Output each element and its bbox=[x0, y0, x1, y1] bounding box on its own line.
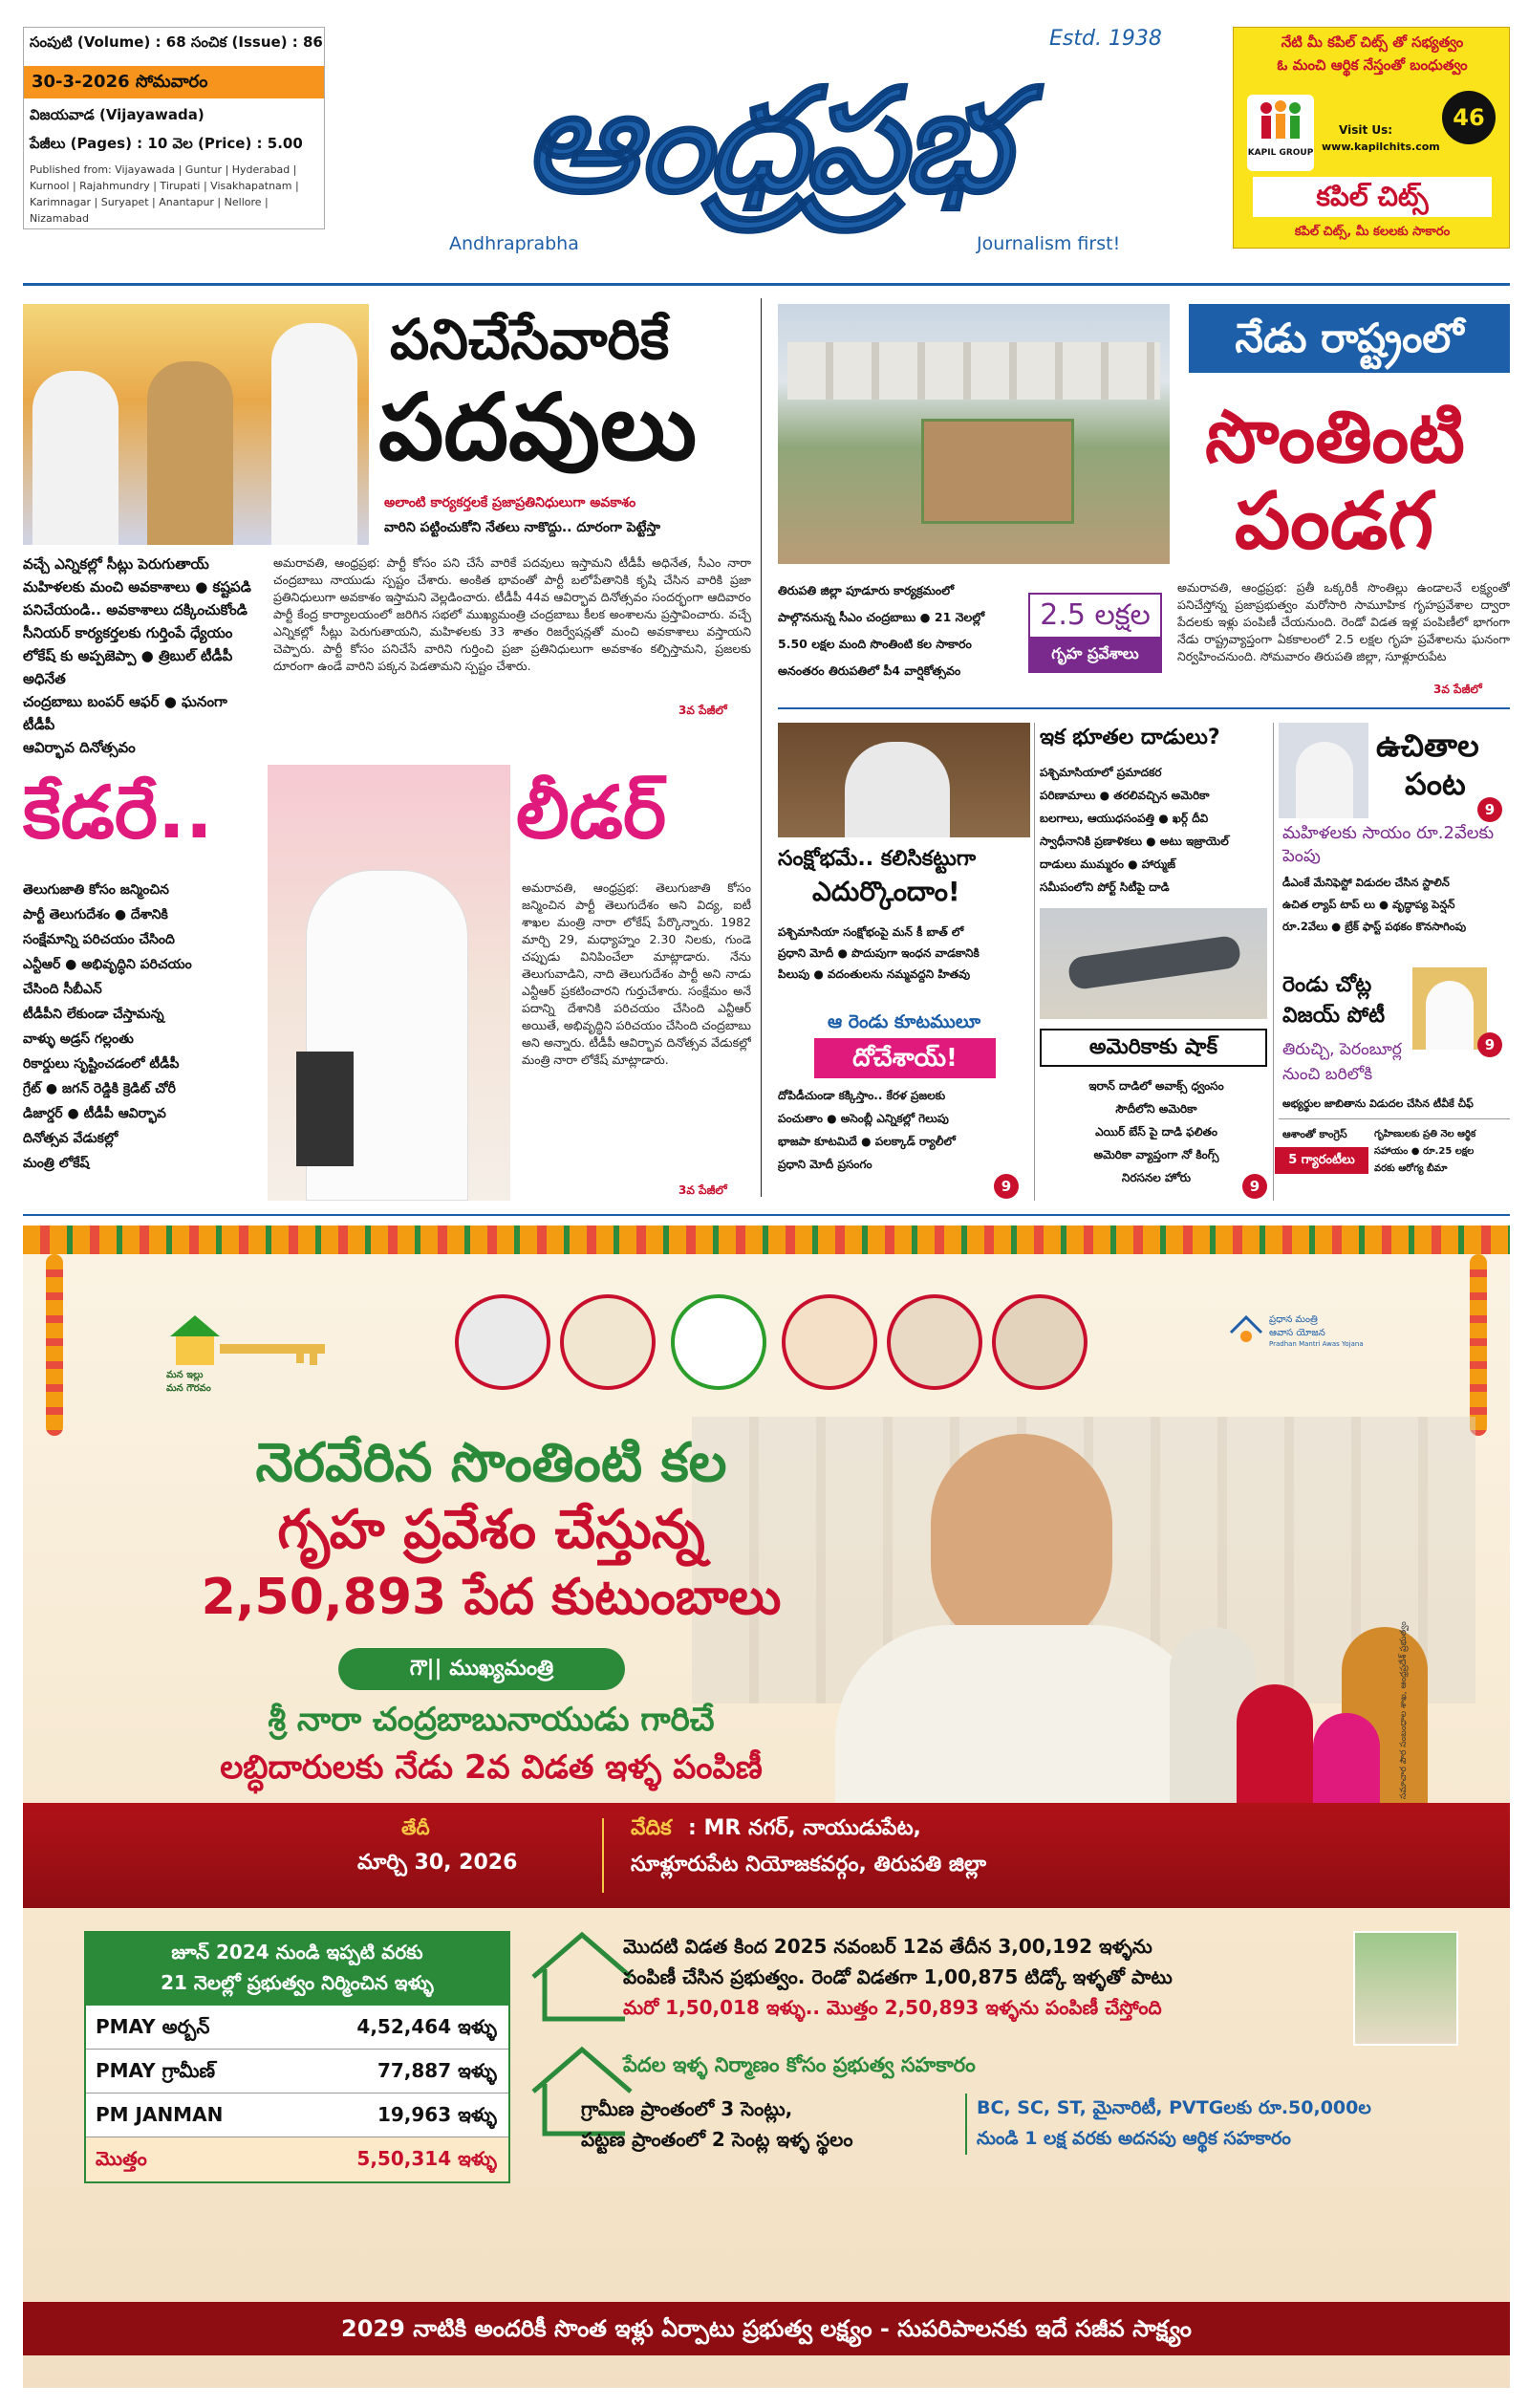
row-label: మొత్తం bbox=[96, 2147, 147, 2170]
pmay-house-icon bbox=[1227, 1312, 1265, 1350]
bullet: డిజార్డర్ ● టీడీపీ ఆవిర్భావ bbox=[23, 1106, 166, 1121]
cm-line: లబ్ధిదారులకు నేడు 2వ విడత ఇళ్ళ పంపిణీ bbox=[220, 1748, 763, 1787]
pm-figure bbox=[845, 742, 950, 837]
bullet: రికార్డులు సృష్టించడంలో టీడీపీ bbox=[23, 1056, 180, 1072]
bullet: పనిచేయండి.. అవకాశాలు దక్కించుకోండి bbox=[23, 601, 248, 618]
houses-table bbox=[84, 1931, 510, 2183]
story4-bullets-2 bbox=[778, 1084, 1017, 1176]
pmay-text-2: ఆవాస యోజన bbox=[1269, 1328, 1325, 1338]
story4-bullets bbox=[778, 922, 1030, 985]
story5-photo bbox=[1040, 908, 1267, 1019]
issue-info-box bbox=[23, 27, 325, 229]
kapil-logo bbox=[1247, 95, 1314, 171]
portrait-1 bbox=[455, 1294, 550, 1390]
story5-headline-2: అమెరికాకు షాక్ bbox=[1040, 1029, 1267, 1067]
kapil-chits-ad[interactable] bbox=[1233, 27, 1510, 249]
pmay-text-3: Pradhan Mantri Awas Yojana bbox=[1269, 1340, 1364, 1348]
story6-right-2: సహాయం ● రూ.25 లక్షల bbox=[1374, 1146, 1475, 1157]
table-total-row bbox=[86, 2137, 508, 2181]
story2-continued[interactable]: 3వ పేజీలో bbox=[1433, 683, 1482, 696]
story2-body: అమరావతి, ఆంధ్రప్రభ: ప్రతీ ఒక్కరికీ సొంతిల్లు ఉండాలనే లక్ష్యంతో పనిచేస్తోన్న ప్రజాప్రభుత్వం మరోసారి సామూహిక గృహప్రవేశాల ద్వారా పేదలకు ఇళ్లు పంపిణీ చేయనుంది. రెండో విడత ఇళ్ల పంపిణీలో భాగంగా నేడు రాష్ట్రవ్యాప్తంగా ఏకకాలంలో 2.5 లక్షల గృహ ప్రవేశాలను ఘనంగా నిర్వహించనుంది. సోమవారం తిరుపతి జిల్లా, సూళ్లూరుపేట bbox=[1177, 580, 1510, 663]
portrait-2 bbox=[560, 1294, 656, 1390]
stalin-figure bbox=[1296, 742, 1353, 818]
newspaper-logo: ఆంధ్రప్రభ bbox=[523, 56, 1006, 225]
page-ref-number: 9 bbox=[1484, 1036, 1496, 1053]
bullet: డీఎంకే మేనిఫెస్టో విడుదల చేసిన స్టాలిన్ bbox=[1282, 876, 1450, 889]
years-value: 46 bbox=[1453, 104, 1485, 131]
story1-headline-2: పదవులు bbox=[378, 374, 698, 481]
podium-mic bbox=[296, 1052, 354, 1166]
masthead bbox=[0, 0, 1529, 287]
story1-sub-2: వారిని పట్టించుకోని నేతలు నాకొద్దు.. దూరంగా పెట్టేస్తా bbox=[384, 520, 660, 535]
ad-headline-1: నెరవేరిన సొంతింటి కల bbox=[255, 1432, 727, 1494]
story3-body: అమరావతి, ఆంధ్రప్రభ: తెలుగుజాతి కోసం జన్మించిన పార్టీ తెలుగుదేశం అని విద్య, ఐటీ శాఖల మంత్రి నారా లోకేష్ పేర్కొన్నారు. 1982 మార్చి 29, మధ్యాహ్నం 2.30 నిలకు, గుండె చప్పుడు వినిపించేలా మాట్లాడారు. నేను తెలుగువాడిని, నాది తెలుగుదేశం పార్టీ అని నాడు ఎన్టీఆర్ ప్రకటించారని గుర్తుచేశారు. సంక్షేమం అనే పదాన్ని దేశానికి పరిచయం చేసింది ఎన్టీఆర్ అయితే, అభివృద్ధిని పరిచయం చేసింది చంద్రబాబు అని అన్నారు. టీడీపీ ఆవిర్భావ దినోత్సవ వేడుకల్లో మంత్రి నారా లోకేష్ మాట్లాడారు. bbox=[522, 880, 751, 1067]
row-label: PMAY గ్రామీణ్ bbox=[96, 2059, 216, 2082]
bullet: మంత్రి లోకేష్ bbox=[23, 1156, 90, 1171]
badge-line-2: గృహ ప్రవేశాలు bbox=[1030, 637, 1160, 671]
info2-right-1: BC, SC, ST, మైనారిటీ, PVTGలకు రూ.50,000ల bbox=[977, 2097, 1371, 2118]
leader-figure-1 bbox=[32, 371, 118, 545]
story1-sub-1: అలాంటి కార్యకర్తలకే ప్రజాప్రతినిధులుగా అవకాశం bbox=[384, 495, 636, 510]
garland-left bbox=[46, 1254, 63, 1436]
statue-figure bbox=[147, 361, 233, 545]
info1-line-3: మరో 1,50,018 ఇళ్ళు.. మొత్తం 2,50,893 ఇళ్ళను పంపిణీ చేస్తోంది bbox=[623, 1996, 1162, 2019]
people-icon bbox=[1255, 100, 1306, 142]
ad-group-label: KAPIL GROUP bbox=[1247, 148, 1314, 158]
event-separator bbox=[602, 1818, 604, 1893]
story2-headline-2: పండగ bbox=[1234, 476, 1434, 567]
portrait-4 bbox=[887, 1294, 982, 1390]
story2-badge bbox=[1028, 593, 1162, 673]
story3-headline-right: లీడర్ bbox=[516, 770, 667, 855]
row-label: PM JANMAN bbox=[96, 2103, 224, 2126]
story6-sub-3: నుంచి బరిలోకి bbox=[1282, 1065, 1373, 1084]
table-row bbox=[86, 2093, 508, 2137]
ad-url[interactable]: www.kapilchits.com bbox=[1322, 141, 1440, 153]
ad-tagline: కపిల్ చిట్స్, మీ కలలకు సాకారం bbox=[1294, 225, 1451, 239]
ad-headline-2: గృహ ప్రవేశం చేస్తున్న bbox=[277, 1499, 705, 1561]
ad-divider bbox=[23, 1214, 1510, 1216]
story1-bullets bbox=[23, 553, 262, 759]
story2-photo bbox=[778, 304, 1170, 564]
cm-badge: గౌ|| ముఖ్యమంత్రి bbox=[338, 1648, 625, 1690]
date-value: మార్చి 30, 2026 bbox=[357, 1851, 518, 1875]
bullet: అమెరికా వ్యాప్తంగా నో కింగ్స్ bbox=[1093, 1148, 1219, 1161]
bullet: పాల్గొననున్న సీఎం చంద్రబాబు ● 21 నెలల్లో bbox=[778, 610, 985, 624]
logo-caption-right: Journalism first! bbox=[977, 233, 1121, 254]
story2-headline-1: సొంతింటి bbox=[1205, 394, 1465, 479]
state-emblem bbox=[671, 1294, 766, 1390]
story6-photo bbox=[1279, 723, 1368, 818]
cm-name: శ్రీ నారా చంద్రబాబునాయుడు గారిచే bbox=[268, 1701, 715, 1739]
venue-label: వేదిక bbox=[631, 1816, 672, 1840]
ad-headline-3: 2,50,893 పేద కుటుంబాలు bbox=[201, 1569, 782, 1626]
bullet: పశ్చిమాసియాలో ప్రమాదకర bbox=[1040, 766, 1162, 779]
row-value: 19,963 ఇళ్ళు bbox=[377, 2103, 497, 2126]
story6-bullets bbox=[1282, 872, 1508, 938]
portrait-5 bbox=[992, 1294, 1088, 1390]
pages-price: పేజీలు (Pages) : 10 వెల (Price) : 5.00 bbox=[30, 135, 303, 152]
story1-headline-1: పనిచేసేవారికే bbox=[390, 307, 670, 372]
info2-separator bbox=[965, 2093, 967, 2155]
story6-note: అభ్యర్థుల జాబితాను విడుదల చేసిన టీవీకే చీఫ్ bbox=[1282, 1097, 1474, 1110]
volume-line: సంపుటి (Volume) : 68 సంచిక (Issue) : 86 bbox=[30, 33, 323, 51]
story6-left-1: ఆశాంతో కాంగ్రెస్ bbox=[1282, 1128, 1347, 1140]
story1-photo bbox=[23, 304, 369, 545]
pmay-logo bbox=[1227, 1312, 1399, 1378]
side-credit: సమాచార పౌర సంబంధాల శాఖ, ఆంధ్రప్రదేశ్ ప్రభుత్వం bbox=[1399, 1621, 1409, 1799]
info1-line-1: మొదటి విడత కింద 2025 నవంబర్ 12వ తేదీన 3,00,192 ఇళ్ళను bbox=[623, 1935, 1152, 1958]
ad-footer: 2029 నాటికి అందరికీ సొంత ఇళ్లు ఏర్పాటు ప్రభుత్వ లక్ష్యం - సుపరిపాలనకు ఇదే సజీవ సాక్ష్యం bbox=[23, 2302, 1510, 2355]
bullet: భాజపా కూటమిదే ● పలక్కాడ్ ర్యాలీలో bbox=[778, 1135, 956, 1148]
bullet: సౌదీలోని అమెరికా bbox=[1115, 1102, 1197, 1116]
logo-left-text-2: మన గౌరవం bbox=[166, 1383, 211, 1394]
bullet: ఉచిత ల్యాప్ టాప్ లు ● వృద్ధాప్య పెన్షన్ bbox=[1282, 898, 1455, 911]
bullet: దినోత్సవ వేడుకల్లో bbox=[23, 1131, 118, 1146]
bullet: మహిళలకు మంచి అవకాశాలు ● కష్టపడి bbox=[23, 578, 251, 596]
house-key-icon bbox=[166, 1312, 224, 1369]
bullet: బలగాలు, ఆయుధసంపత్తి ● ఖర్గ్ దీవి bbox=[1040, 812, 1209, 825]
masthead-divider bbox=[23, 283, 1510, 286]
bullet: ఆవిర్భావ దినోత్సవం bbox=[23, 739, 136, 756]
story6-headline-4: విజయ్ పోటీ bbox=[1282, 1004, 1386, 1028]
info1-line-2: పంపిణీ చేసిన ప్రభుత్వం. రెండో విడతగా 1,00,875 టిడ్కో ఇళ్ళతో పాటు bbox=[623, 1965, 1173, 1988]
apartment-blocks bbox=[787, 342, 1160, 400]
page-ref-badge[interactable]: 9 bbox=[1477, 797, 1502, 822]
bullet: ప్రధాని మోదీ ప్రసంగం bbox=[778, 1158, 872, 1171]
story6-right-3: వరకు ఆరోగ్య బీమా bbox=[1374, 1163, 1448, 1174]
event-band bbox=[23, 1803, 1510, 1908]
story4-quote-1: సంక్షోభమే.. కలిసికట్టుగా bbox=[778, 847, 977, 871]
bullet: రూ.2వేలు ● బ్రేక్ ఫాస్ట్ పథకం కొనసాగింపు bbox=[1282, 920, 1467, 933]
info2-left-1: గ్రామీణ ప్రాంతంలో 3 సెంట్లు, bbox=[581, 2097, 793, 2120]
story6-headline-1: ఉచితాల bbox=[1376, 727, 1479, 764]
story1-body: అమరావతి, ఆంధ్రప్రభ: పార్టీ కోసం పని చేసే వారికే పదవులు ఇస్తామని టీడీపీ అధినేత, సీఎం నారా చంద్రబాబు నాయుడు స్పష్టం చేశారు. అంకిత భావంతో పార్టీ బలోపేతానికి కృషి చేసిన వారికి ప్రజా ప్రతినిధులుగా అవకాశం ఇస్తామని వెల్లడించారు. టీడీపీ 44వ ఆవిర్భావ దినోత్సవం సందర్భంగా ఆదివారం పార్టీ కేంద్ర కార్యాలయంలో జరిగిన సభలో ముఖ్యమంత్రి చంద్రబాబు కీలక అంశాలను ప్రస్తావించారు. వచ్చే ఎన్నికల్లో సీట్లు పెరుగుతాయని, మహిళలకు 33 శాతం రిజర్వేషన్లతో మంచి అవకాశాలు వస్తాయని చెప్పారు. పార్టీ కోసం పనిచేసే వారిని గుర్తించి ప్రజా ప్రతినిధులుగా అవకాశం కల్పిస్తామని, ప్రజలకు దూరంగా ఉండే వారిని పక్కన పెడతామని స్పష్టం చేశారు. bbox=[273, 555, 751, 673]
page-ref-badge[interactable] bbox=[1477, 1032, 1502, 1057]
story6-right-1: గృహిణులకు ప్రతి నెల ఆర్థిక bbox=[1374, 1129, 1476, 1139]
venue-line-2: సూళ్లూరుపేట నియోజకవర్గం, తిరుపతి జిల్లా bbox=[631, 1853, 987, 1877]
leader-figure-2 bbox=[271, 323, 357, 545]
bullet: సమీపంలోని పోర్ట్ సిటీపై దాడి bbox=[1040, 880, 1170, 894]
ad-line-1: నేటి మీ కపిల్ చిట్స్ తో సభ్యత్వం bbox=[1281, 33, 1464, 51]
story3-bullets bbox=[23, 878, 264, 1176]
estd-label: Estd. 1938 bbox=[1049, 27, 1162, 51]
venue-line-1: : MR నగర్, నాయుడుపేట, bbox=[688, 1816, 921, 1840]
bullet: పార్టీ తెలుగుదేశం ● దేశానికి bbox=[23, 907, 168, 922]
bullet: తిరుపతి జిల్లా పూడూరు కార్యక్రమంలో bbox=[778, 583, 955, 597]
pmay-text-1: ప్రధాన మంత్రి bbox=[1269, 1314, 1318, 1325]
bullet: చంద్రబాబు బంపర్ ఆఫర్ ● ఘనంగా టీడీపీ bbox=[23, 693, 227, 733]
garland-right bbox=[1470, 1254, 1487, 1436]
story6-sub: మహిళలకు సాయం రూ.2వేలకు పెంపు bbox=[1282, 823, 1495, 866]
vijay-figure bbox=[1426, 981, 1474, 1050]
bullet: దాడులు ముమ్మరం ● హార్ముజ్ bbox=[1040, 857, 1175, 871]
badge-line-1: 2.5 లక్షల bbox=[1040, 598, 1151, 632]
ad-brand: కపిల్ చిట్స్ bbox=[1253, 177, 1492, 217]
date-label: తేదీ bbox=[401, 1816, 430, 1839]
bullet: గ్రేట్ ● జగన్ రెడ్డికి క్రెడిట్ చోరీ bbox=[23, 1081, 176, 1096]
ad-visit: Visit Us: bbox=[1339, 123, 1393, 137]
table-title-2: 21 నెలల్లో ప్రభుత్వం నిర్మించిన ఇళ్ళు bbox=[161, 1971, 434, 1994]
bullet: సంక్షేమాన్ని పరిచయం చేసింది bbox=[23, 932, 175, 947]
bullet: దోపిడీచుండా కక్కిస్తాం.. కేరళ ప్రజలకు bbox=[778, 1089, 946, 1102]
page-ref-badge[interactable]: 9 bbox=[994, 1174, 1019, 1199]
bullet: నిరసనల హోరు bbox=[1121, 1171, 1192, 1184]
story6-headline-3: రెండు చోట్ల bbox=[1282, 973, 1372, 997]
logo-left-text-1: మన ఇల్లు bbox=[166, 1370, 204, 1380]
story6-divider bbox=[1279, 1118, 1510, 1119]
bullet: సీనియర్ కార్యకర్తలకు గుర్తింపే ధ్యేయం bbox=[23, 624, 233, 641]
row-divider bbox=[778, 707, 1510, 709]
table-title-1: జూన్ 2024 నుండి ఇప్పటి వరకు bbox=[171, 1941, 423, 1963]
bullet: చేసింది సీబీఎన్ bbox=[23, 982, 102, 997]
story6-sub-2: తిరుచ్చి, పెరంబూర్ల bbox=[1282, 1040, 1402, 1059]
bullet: పశ్చిమాసియా సంక్షోభంపై మన్ కీ బాత్ లో bbox=[778, 925, 964, 939]
flower-garland-top bbox=[23, 1226, 1510, 1254]
story5-bullets bbox=[1040, 761, 1269, 899]
column-divider bbox=[761, 298, 762, 1197]
story2-bullets bbox=[778, 577, 1026, 684]
row-value: 5,50,314 ఇళ్ళు bbox=[356, 2147, 497, 2170]
published-from: Published from: Vijayawada | Guntur | Hyderabad | Kurnool | Rajahmundry | Tirupati | Visakhapatnam | Karimnagar | Suryapet | Anantapur | Nellore | Nizamabad bbox=[30, 163, 299, 225]
bullet: టీడీపీని లేకుండా చేస్తామన్న bbox=[23, 1007, 164, 1022]
portrait-3 bbox=[782, 1294, 877, 1390]
logo-caption-left: Andhraprabha bbox=[449, 233, 579, 254]
bullet: పరిణామాలు ● తరలివచ్చిన అమెరికా bbox=[1040, 789, 1210, 802]
vijay-photo bbox=[1412, 967, 1487, 1050]
story6-headline-2: పంట bbox=[1405, 766, 1466, 802]
story4-quote-2: ఎదుర్కొందాం! bbox=[812, 876, 960, 907]
wrecked-aircraft bbox=[1067, 935, 1242, 991]
bullet: ఎన్టీఆర్ ● అభివృద్ధిని పరిచయం bbox=[23, 957, 192, 972]
edition-line: విజయవాడ (Vijayawada) bbox=[30, 106, 205, 123]
bullet: లోకేష్ కు అప్పజెప్పా ● త్రిబుల్ టీడీపీ అధినేత bbox=[23, 647, 233, 687]
bullet: ఇరాన్ దాడిలో అవాక్స్ ధ్వంసం bbox=[1088, 1079, 1224, 1093]
bullet: అనంతరం తిరుపతిలో పీ4 వార్షికోత్సవం bbox=[778, 663, 961, 678]
table-row bbox=[86, 2050, 508, 2093]
housing-ad bbox=[23, 1226, 1510, 2388]
cm-head bbox=[931, 1434, 1112, 1654]
column-divider-3 bbox=[1273, 723, 1274, 1201]
bullet: ప్రధాని మోదీ ● పొదుపుగా ఇంధన వాడకానికి bbox=[778, 946, 980, 960]
story6-left-2: 5 గ్యారంటీలు bbox=[1275, 1147, 1368, 1174]
bullet: తెలుగుజాతి కోసం జన్మించిన bbox=[23, 882, 169, 898]
page-ref-badge[interactable]: 9 bbox=[1242, 1174, 1267, 1199]
bullet: పంచుతాం ● అసెంబ్లీ ఎన్నికల్లో గెలుపు bbox=[778, 1112, 949, 1125]
story5-headline: ఇక భూతల దాడులు? bbox=[1040, 726, 1220, 749]
story4-headline: దోచేశాయ్! bbox=[814, 1038, 996, 1078]
bullet: పిలుపు ● వదంతులను నమ్మవద్దని హితవు bbox=[778, 967, 971, 981]
table-header bbox=[86, 1933, 508, 2006]
row-value: 77,887 ఇళ్ళు bbox=[377, 2059, 497, 2082]
info2-right-2: నుండి 1 లక్ష వరకు అదనపు ఆర్థిక సహకారం bbox=[977, 2128, 1291, 2149]
story4-kicker: ఆ రెండు కూటములూ bbox=[827, 1011, 981, 1032]
story3-headline-left: కేడరే.. bbox=[23, 770, 213, 855]
bullet: వచ్చే ఎన్నికల్లో సీట్లు పెరుగుతాయ్ bbox=[23, 555, 209, 573]
bullet: వాళ్ళు అడ్రస్ గల్లంతు bbox=[23, 1031, 134, 1047]
bullet: ఎయిర్ బేస్ పై దాడి ఫలితం bbox=[1095, 1125, 1217, 1139]
ad-line-2: ఓ మంచి ఆర్థిక నేస్తంతో బంధుత్వం bbox=[1277, 56, 1468, 74]
portrait-row bbox=[455, 1294, 1086, 1399]
table-row bbox=[86, 2006, 508, 2050]
story2-kicker: నేడు రాష్ట్రంలో bbox=[1189, 304, 1510, 373]
years-badge bbox=[1442, 91, 1496, 144]
bullet: 5.50 లక్షల మంది సొంతింటి కల సాకారం bbox=[778, 637, 972, 651]
story3-photo bbox=[268, 765, 510, 1201]
mana-illu-logo bbox=[166, 1312, 338, 1394]
bullet: స్వాధీనానికి ప్రణాళికలు ● అటు ఇజ్రాయెల్ bbox=[1040, 835, 1229, 848]
row-value: 4,52,464 ఇళ్ళు bbox=[356, 2015, 497, 2038]
beneficiary-photo bbox=[1353, 1931, 1458, 2046]
info2-left-2: పట్టణ ప్రాంతంలో 2 సెంట్ల ఇళ్ళ స్థలం bbox=[581, 2128, 853, 2151]
story3-continued[interactable]: 3వ పేజీలో bbox=[678, 1183, 727, 1197]
story5-bullets-2 bbox=[1051, 1074, 1261, 1189]
column-divider-2 bbox=[1034, 723, 1035, 1201]
park-area bbox=[921, 419, 1074, 524]
info2-title: పేదల ఇళ్ళ నిర్మాణం కోసం ప్రభుత్వ సహకారం bbox=[623, 2053, 976, 2076]
story1-continued[interactable]: 3వ పేజీలో bbox=[678, 704, 727, 717]
date-line: 30-3-2026 సోమవారం bbox=[24, 66, 324, 98]
house-outline-icon-1 bbox=[529, 1931, 635, 2023]
story4-photo bbox=[778, 723, 1030, 837]
row-label: PMAY అర్బన్ bbox=[96, 2015, 210, 2038]
